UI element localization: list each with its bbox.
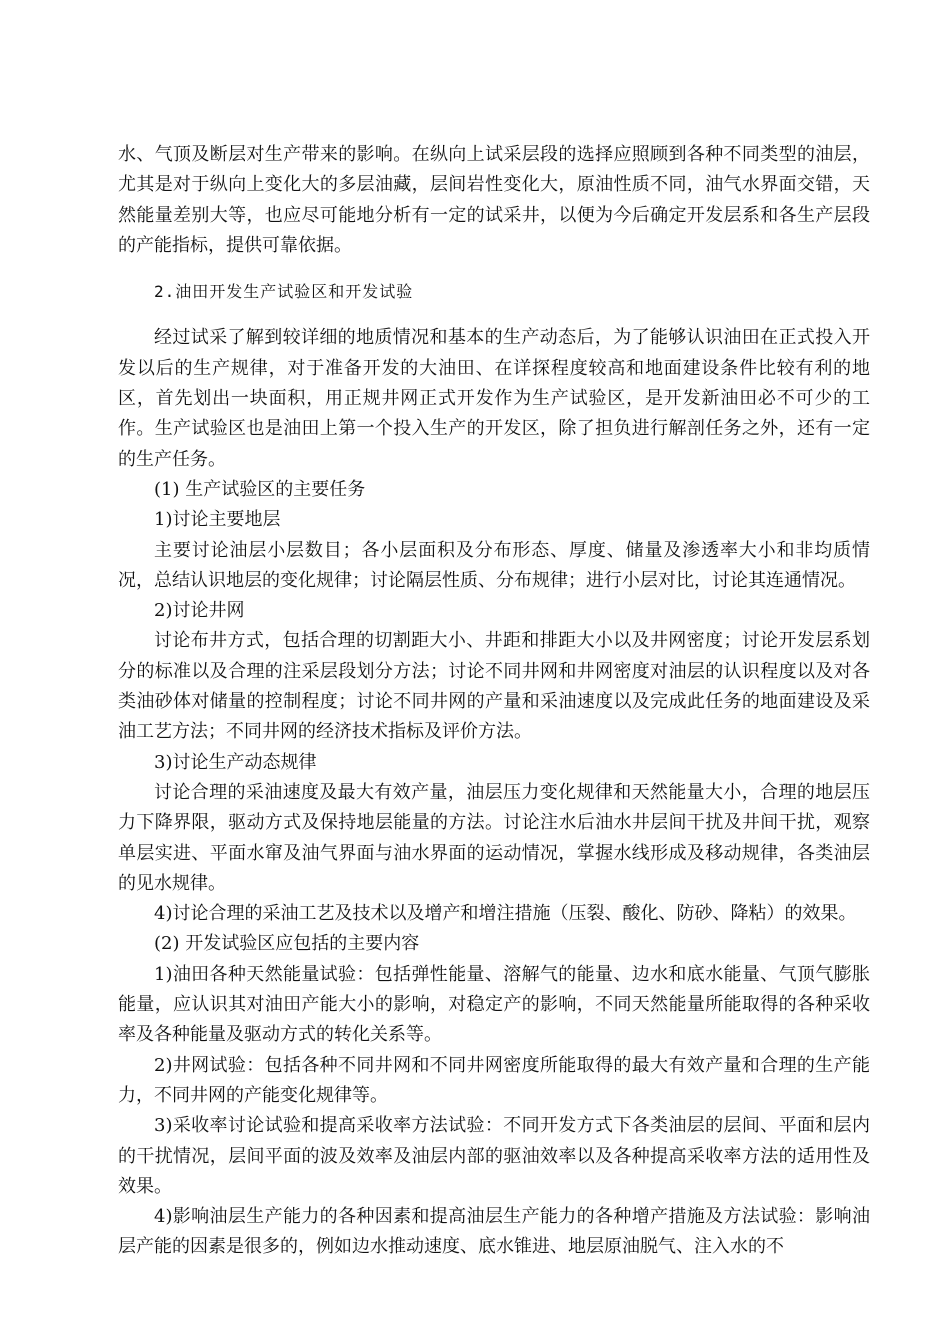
part2-item1: 1)油田各种天然能量试验：包括弹性能量、溶解气的能量、边水和底水能量、气顶气膨胀能量，应认识其对油田产能大小的影响，对稳定产的影响，不同天然能量所能取得的各种采收率及各种能量及驱动方式的转化关系等。 — [118, 963, 870, 1046]
part1-item2-title: 2)讨论井网 — [154, 600, 245, 622]
part1-title: (1) 生产试验区的主要任务 — [154, 478, 366, 500]
part1-item3-body: 讨论合理的采油速度及最大有效产量，油层压力变化规律和天然能量大小，合理的地层压力下降界限，驱动方式及保持地层能量的方法。讨论注水后油水井层间干扰及井间干扰，观察单层实进、平面水窜及油气界面与油水界面的运动情况，掌握水线形成及移动规律，各类油层的见水规律。 — [118, 781, 870, 894]
part2-title: (2) 开发试验区应包括的主要内容 — [154, 933, 420, 955]
part1-item1-title: 1)讨论主要地层 — [154, 509, 281, 531]
part1-item4-body: 4)讨论合理的采油工艺及技术以及增产和增注措施（压裂、酸化、防砂、降粘）的效果。 — [154, 903, 857, 925]
part2-item3: 3)采收率讨论试验和提高采收率方法试验：不同开发方式下各类油层的层间、平面和层内的干扰情况，层间平面的波及效率及油层内部的驱油效率以及各种提高采收率方法的适用性及效果。 — [118, 1115, 870, 1197]
part1-item2-body: 讨论布井方式，包括合理的切割距大小、井距和排距大小以及井网密度；讨论开发层系划分的标准以及合理的注采层段划分方法；讨论不同井网和井网密度对油层的认识程度以及对各类油砂体对储量的控制程度；讨论不同井网的产量和采油速度以及完成此任务的地面建设及采油工艺方法；不同井网的经济技术指标及评价方法。 — [118, 630, 870, 743]
continuation-paragraph: 水、气顶及断层对生产带来的影响。在纵向上试采层段的选择应照顾到各种不同类型的油层，尤其是对于纵向上变化大的多层油藏，层间岩性变化大，原油性质不同，油气水界面交错，天然能量差别大等，也应尽可能地分析有一定的试采井，以便为今后确定开发层系和各生产层段的产能指标，提供可靠依据。 — [118, 144, 870, 256]
part2-item4: 4)影响油层生产能力的各种因素和提高油层生产能力的各种增产措施及方法试验：影响油层产能的因素是很多的，例如边水推动速度、底水锥进、地层原油脱气、注入水的不 — [118, 1206, 870, 1258]
part1-item3-title: 3)讨论生产动态规律 — [154, 751, 317, 773]
document-body — [118, 140, 870, 1263]
intro-paragraph: 经过试采了解到较详细的地质情况和基本的生产动态后，为了能够认识油田在正式投入开发以后的生产规律，对于准备开发的大油田、在详探程度较高和地面建设条件比较有利的地区，首先划出一块面积，用正规井网正式开发作为生产试验区，是开发新油田必不可少的工作。生产试验区也是油田上第一个投入生产的开发区，除了担负进行解剖任务之外，还有一定的生产任务。 — [118, 327, 870, 470]
section-heading: 2.油田开发生产试验区和开发试验 — [154, 282, 414, 302]
part2-item2: 2)井网试验：包括各种不同井网和不同井网密度所能取得的最大有效产量和合理的生产能力，不同井网的产能变化规律等。 — [118, 1054, 870, 1106]
part1-item1-body: 主要讨论油层小层数目；各小层面积及分布形态、厚度、储量及渗透率大小和非均质情况，总结认识地层的变化规律；讨论隔层性质、分布规律；进行小层对比，讨论其连通情况。 — [118, 539, 870, 591]
